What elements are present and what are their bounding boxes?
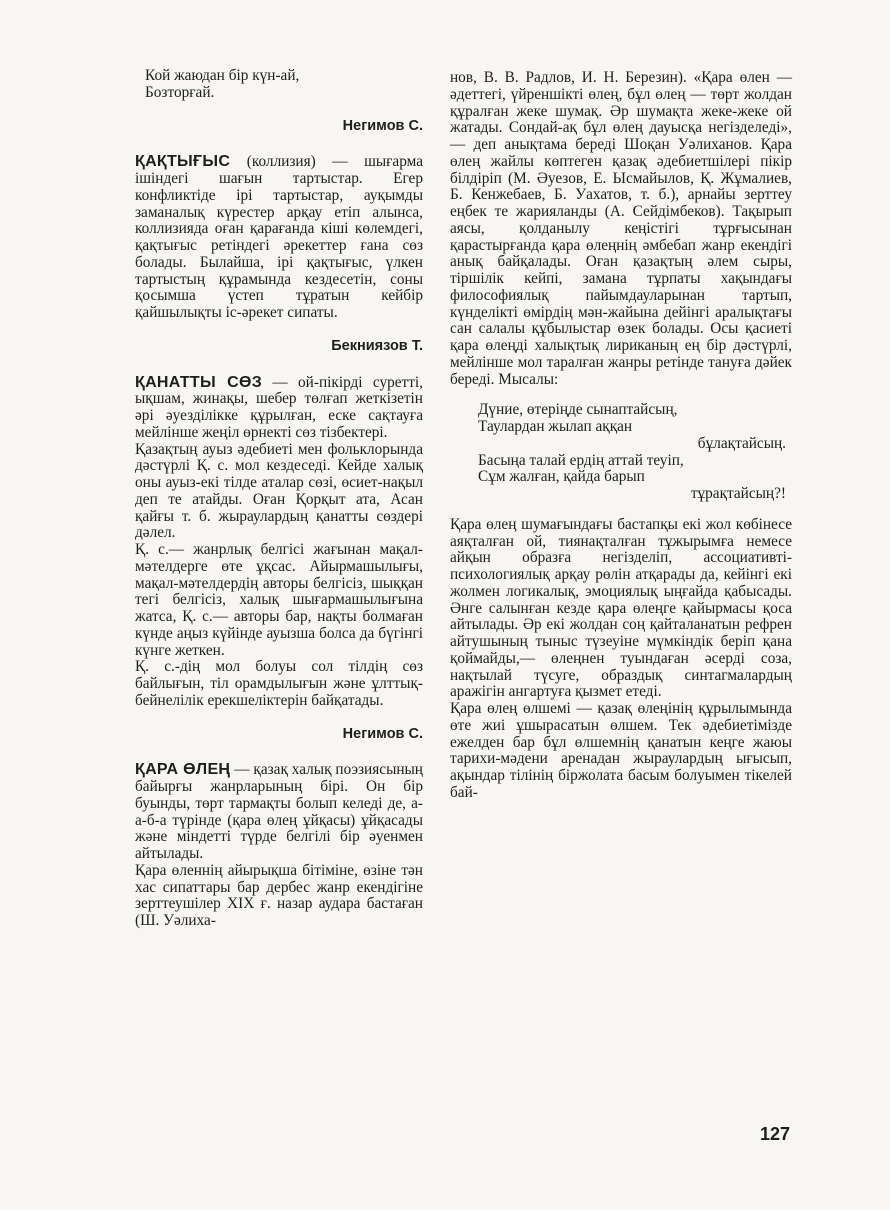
poem-line: Басыңа талай ердің аттай теуіп, [478, 451, 684, 469]
entry-paragraph: Қазақтың ауыз әдебиеті мен фольклорында дәстүрлі Қ. с. мол кездеседі. Кейде халық оны ауыз-екі тілде аталар сөзі, өсиет-нақыл деп те атайды. Оған Қорқыт ата, Асан қайғы т. б. жыраулардың қанатты сөздері дәлел. [135, 440, 423, 542]
page-number: 127 [760, 1124, 791, 1144]
verse-line: Кой жаюдан бір күн-ай, [145, 67, 300, 84]
entry-text: (коллизия) — шығарма ішіндегі шағын тартыстар. Егер конфликтіде ірі тартыстар, ауқымды заманалық күрестер арқау етіп алынса, коллизияда оған қарағанда кіші көлемдегі, қақтығыс ретіндегі әрекеттер ғана сөз болады. Былайша, ірі қақтығыс, үлкен тартыстың құрамында кездесетін, соны қосымша үстеп тұратын кейбір қайшылықты іс-әрекет сипаты. [135, 153, 423, 321]
entry-paragraph: Қара өлең өлшемі — қазақ өлеңінің құрылымында өте жиі ұшырасатын өлшем. Тек әдебиетімізде ежелден бар бұл өлшемнің қанатын кеңге жаюы тарихи-мәдени аренадан жыраулардың ығысып, ақындар тілінің біржолата басым болуымен тікелей бай- [450, 700, 792, 801]
verse-line: Бозторғай. [145, 83, 215, 101]
entry-paragraph: нов, В. В. Радлов, И. Н. Березин). «Қара өлен — әдеттегі, үйреншікті өлең, бұл өлең — төрт жолдан құралған жеке шумақ. Әр шумақта жеке-жеке ой жатады. Сондай-ақ бұл өлең дауысқа негізделеді»,— деп анықтама береді Шоқан Уәлиханов. Қара өлең жайлы көптеген қазақ әдебиетшілері пікір білдіріп (М. Әуезов, Е. Ысмайылов, Қ. Жұмалиев, Б. Кенжебаев, Б. Уахатов, т. б.), арнайы зерттеу еңбек те жарияланды (А. Сейдімбеков). Тақырып аясы, қолданылу кеңістігі тұрғысынан қарастырғанда қара өлеңнің әмбебап жанр екендігі анық байқалады. Оған қазақтың әлем сыры, тіршілік кейпі, замана тұрпаты хақындағы философиялық пайымдауларынан тартып, күнделікті өмірдің мән-жайына дейінгі аралықтағы сан салалы құбылыстар өзек болады. Осы қасиеті қара өлеңді халықтық лириканың ең бір дәстүрлі, мейлінше мол таралған жанры ретінде тануға дәйек береді. Мысалы: [450, 69, 792, 388]
entry-kaktygys [135, 154, 423, 322]
entry-headword: ҚАНАТТЫ СӨЗ [135, 373, 263, 391]
entry-headword: ҚАҚТЫҒЫС [135, 153, 231, 171]
author-signature: Негимов С. [342, 725, 423, 742]
entry-paragraph: Қара өленнің айырықша бітіміне, өзіне тән хас сипаттары бар дербес жанр екендігіне зерттеушілер XIX ғ. назар аудара бастаған (Ш. Уәлиха- [135, 861, 423, 929]
author-signature: Бекниязов Т. [331, 337, 423, 354]
entry-paragraph: Қ. с.-дің мол болуы сол тілдің сөз байлығын, тіл орамдылығын және ұлттық-бейнелілік ерекшеліктерін байқатады. [135, 658, 423, 709]
entry-paragraph: Қ. с.— жанрлық белгісі жағынан мақал-мәтелдерге өте ұқсас. Айырмашылығы, мақал-мәтелдердің авторы белгісіз, шыққан тегі белгісіз, халық шығармашылығына жатса, Қ. с.— авторы бар, нақты болмаған күнде аңыз күйінде ауызша болса да бүгінгі күнге жеткен. [135, 541, 423, 659]
entry-text: — қазақ халық поэзиясының байырғы жанрларының бірі. Он бір буынды, төрт тармақты болып келеді де, а-а-б-а түрінде (қара өлең ұйқасы) ұйқасады және міндетті түрде белгілі бір әуенмен айтылады. [135, 761, 423, 862]
poem-line: Таулардан жылап аққан [478, 418, 633, 435]
poem-line: тұрақтайсың?! [690, 485, 786, 502]
entry-paragraph [135, 762, 423, 863]
verse-fragment [145, 68, 423, 102]
entry-headword: ҚАРА ӨЛЕҢ [135, 761, 231, 779]
poem-line: Дүние, өтеріңде сынаптайсың, [478, 401, 678, 419]
poem-line: Сұм жалған, қайда барып [478, 468, 645, 486]
author-signature: Негимов С. [342, 117, 423, 134]
left-column [135, 68, 423, 930]
poem-example [478, 402, 792, 503]
entry-kanatty-soz [135, 375, 423, 710]
entry-kara-olen [135, 762, 423, 930]
entry-paragraph [135, 375, 423, 442]
entry-text: — ой-пікірді суретті, ықшам, жинақы, шебер төлғап жеткізетін әрі әуезділікке құрылған, еске сақтауға мейлінше жеңіл өрнекті сөз тізбектері. [135, 373, 423, 441]
right-column [450, 70, 792, 802]
entry-paragraph [135, 154, 423, 322]
poem-line: бұлақтайсың. [697, 434, 786, 452]
entry-paragraph: Қара өлең шумағындағы бастапқы екі жол көбінесе аяқталған ой, тиянақталған тұжырымға немесе айқын образға негізделіп, ассоциативті-психологиялық арқау рөлін атқарады да, кейінгі екі жолмен логикалық, эмоциялық ыңғайда қабысады. Әнге салынған кезде қара өлеңге қайырмасы қоса айтылады. Әр екі жолдан соң қайталанатын рефрен айтушының тыныс түзеуіне мүмкіндік беріп қана қоймайды,— өлеңнен туындаған әсерді соза, нақтылай түсуге, образдық синтагмалардың аражігін ангартуға қызмет етеді. [450, 515, 792, 701]
